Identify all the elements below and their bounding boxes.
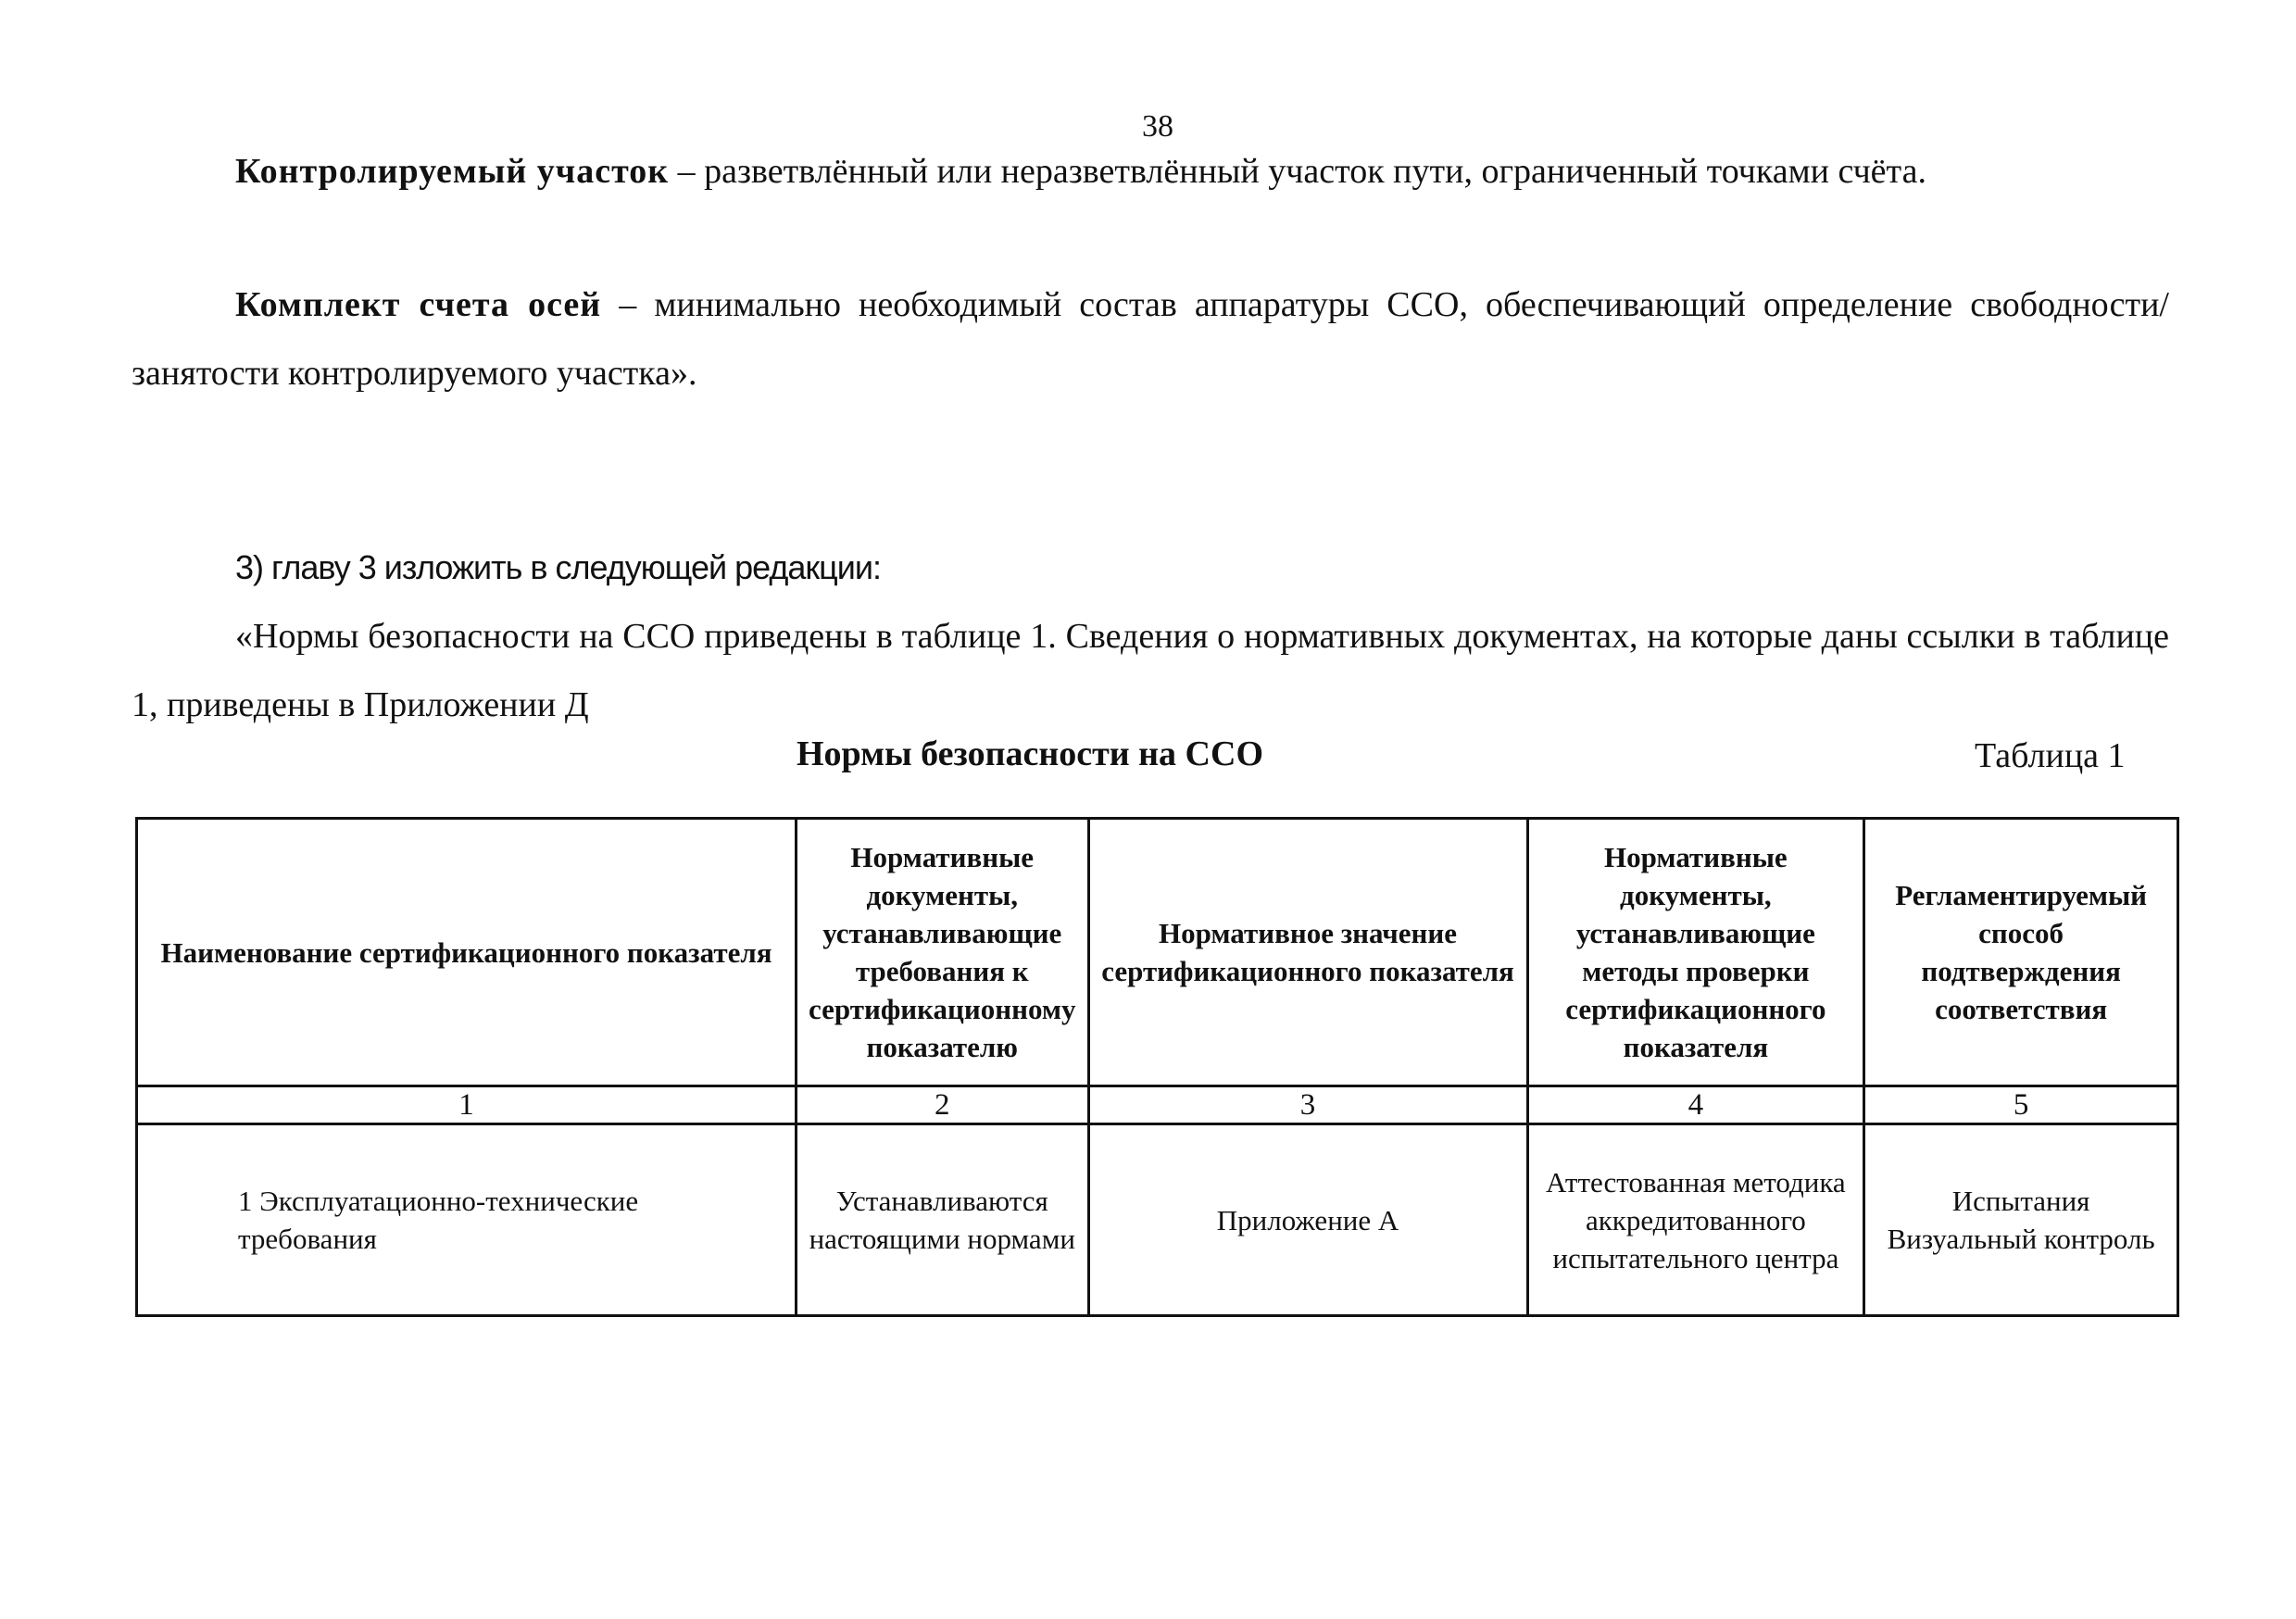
definition-dash: – — [669, 152, 705, 191]
table-number: Таблица 1 — [1975, 736, 2126, 775]
table-column-number-row — [137, 1086, 2178, 1124]
table-header-row — [137, 819, 2178, 1086]
header-cell-indicator-name: Наименование сертификационного показателя — [137, 819, 797, 1086]
header-cell-conformity-method: Регламентируемый способ подтверждения соответствия — [1864, 819, 2178, 1086]
definition-controlled-section — [132, 137, 2169, 206]
header-cell-normative-value: Нормативное значение сертификационного показателя — [1088, 819, 1527, 1086]
column-number-cell: 3 — [1088, 1086, 1527, 1124]
table-row — [137, 1124, 2178, 1316]
table-cell-indicator — [137, 1124, 797, 1316]
definition-text: разветвлённый или неразветвлённый участок пути, ограниченный точками счёта. — [704, 152, 1926, 191]
table-cell-normative-value: Приложение А — [1088, 1124, 1527, 1316]
column-number-cell: 2 — [797, 1086, 1089, 1124]
column-number-cell: 4 — [1527, 1086, 1864, 1124]
definition-text: минимально необходимый состав аппаратуры ССО, обеспечивающий определение свободности/занятости контролируемого участка». — [132, 285, 2169, 393]
definition-term: Контролируемый участок — [235, 152, 670, 191]
header-cell-test-method-docs: Нормативные документы, устанавливающие методы проверки сертификационного показателя — [1527, 819, 1864, 1086]
table-cell-test-method-docs: Аттестованная методика аккредитованного испытательного центра — [1527, 1124, 1864, 1316]
definition-axle-counter-set — [132, 270, 2169, 408]
table-cell-conformity-method: Испытания Визуальный контроль — [1864, 1124, 2178, 1316]
intro-paragraph: «Нормы безопасности на ССО приведены в таблице 1. Сведения о нормативных документах, на которые даны ссылки в таблице 1, приведены в Приложении Д — [132, 617, 2169, 724]
safety-norms-table — [135, 817, 2179, 1317]
instruction-paragraph: 3) главу 3 изложить в следующей редакции: — [235, 548, 881, 586]
table-title: Нормы безопасности на ССО — [797, 734, 1264, 773]
definition-term: Комплект счета осей — [235, 285, 602, 324]
definition-dash: – — [601, 285, 655, 324]
table-cell-indicator-text: 1 Эксплуатационно-технические требования — [238, 1185, 639, 1255]
header-cell-requirement-docs: Нормативные документы, устанавливающие требования к сертификационному показателю — [797, 819, 1089, 1086]
page-number: 38 — [1142, 109, 1173, 144]
column-number-cell: 5 — [1864, 1086, 2178, 1124]
table-cell-requirement-docs: Устанавливаются настоящими нормами — [797, 1124, 1089, 1316]
column-number-cell: 1 — [137, 1086, 797, 1124]
